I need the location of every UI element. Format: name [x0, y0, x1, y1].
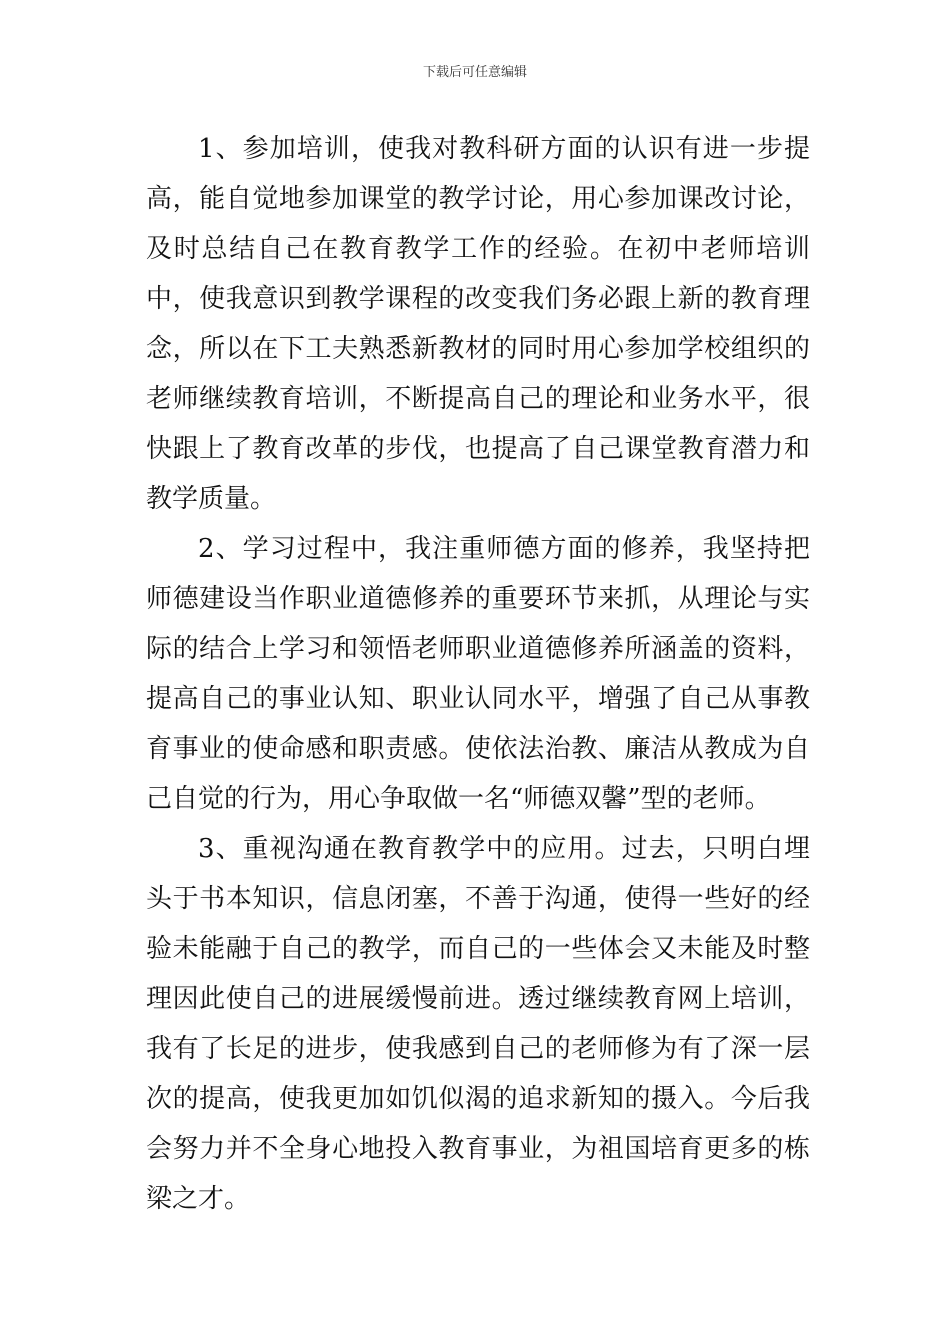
paragraph-2: 2、学习过程中，我注重师德方面的修养，我坚持把师德建设当作职业道德修养的重要环节来抓，从理论与实际的结合上学习和领悟老师职业道德修养所涵盖的资料，提高自己的事业认知、职业认同水平，增强了自己从事教育事业的使命感和职责感。使依法治教、廉洁从教成为自己自觉的行为，用心争取做一名“师德双馨”型的老师。: [146, 534, 810, 814]
page-header: 下载后可任意编辑: [422, 65, 527, 80]
paragraph-1: 1、参加培训，使我对教科研方面的认识有进一步提高，能自觉地参加课堂的教学讨论，用心参加课改讨论，及时总结自己在教育教学工作的经验。在初中老师培训中，使我意识到教学课程的改变我们务必跟上新的教育理念，所以在下工夫熟悉新教材的同时用心参加学校组织的老师继续教育培训，不断提高自己的理论和业务水平，很快跟上了教育改革的步伐，也提高了自己课堂教育潜力和教学质量。: [146, 134, 810, 514]
paragraph-3: 3、重视沟通在教育教学中的应用。过去，只明白埋头于书本知识，信息闭塞，不善于沟通，使得一些好的经验未能融于自己的教学，而自己的一些体会又未能及时整理因此使自己的进展缓慢前进。透过继续教育网上培训，我有了长足的进步，使我感到自己的老师修为有了深一层次的提高，使我更加如饥似渴的追求新知的摄入。今后我会努力并不全身心地投入教育事业，为祖国培育更多的栋梁之才。: [146, 834, 810, 1214]
document-body: [146, 124, 810, 1224]
